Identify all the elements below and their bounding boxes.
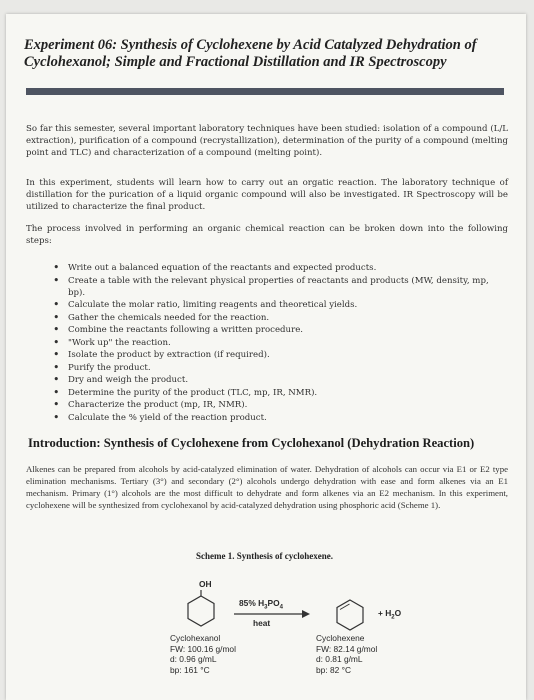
paragraph-process: The process involved in performing an organic chemical reaction can be broken down into the following steps: <box>26 224 508 246</box>
list-item: • Combine the reactants following a written procedure. <box>54 324 504 336</box>
paragraph-techniques: So far this semester, several important laboratory techniques have been studied: isolation of a compound (L/L extraction), purification of a compound (recrystallization), determination of the purity of a compound (melting point and TLC) and characterization of a compound (melting point). <box>26 124 508 158</box>
list-item: • Determine the purity of the product (TLC, mp, IR, NMR). <box>54 387 504 399</box>
document-page <box>6 14 526 700</box>
list-item: • Calculate the molar ratio, limiting reagents and theoretical yields. <box>54 299 504 311</box>
reagent-label: 85% $H_3PO_4$ <box>239 598 283 611</box>
list-item: • Gather the chemicals needed for the reaction. <box>54 312 504 324</box>
cyclohexene-structure <box>328 598 372 634</box>
product-fw: FW: 82.14 g/mol <box>316 643 378 654</box>
steps-list <box>54 262 504 424</box>
product-bp: bp: 82 °C <box>316 664 352 675</box>
list-item: • "Work up" the reaction. <box>54 337 504 349</box>
list-item: • Write out a balanced equation of the reactants and expected products. <box>54 262 504 274</box>
document-title: Experiment 06: Synthesis of Cyclohexene by Acid Catalyzed Dehydration of Cyclohexanol; Simple and Fractional Distillation and IR Spectroscopy <box>24 37 477 70</box>
paragraph-experiment: In this experiment, students will learn how to carry out an orgatic reaction. The laboratory technique of distillation for the purication of a liquid organic compound will also be investigated. IR Spectroscopy will be utilized to characterize the final product. <box>26 178 508 212</box>
scheme-caption: Scheme 1. Synthesis of cyclohexene. <box>196 551 333 561</box>
list-item: • Isolate the product by extraction (if required). <box>54 349 504 361</box>
cyclohexanol-structure <box>176 590 226 634</box>
product-name: Cyclohexene <box>316 633 365 643</box>
list-item: • Dry and weigh the product. <box>54 374 504 386</box>
product-density: d: 0.81 g/mL <box>316 654 363 664</box>
reactant-properties <box>170 633 236 675</box>
water-byproduct-label: + $H_2O$ <box>378 608 402 621</box>
reactant-density: d: 0.96 g/mL <box>170 654 217 664</box>
reactant-bp: bp: 161 °C <box>170 664 210 675</box>
list-item: • Calculate the % yield of the reaction product. <box>54 412 504 424</box>
reactant-name: Cyclohexanol <box>170 633 221 643</box>
list-item: • Characterize the product (mp, IR, NMR). <box>54 399 504 411</box>
hydroxyl-label: OH <box>199 579 212 589</box>
reactant-fw: FW: 100.16 g/mol <box>170 643 236 654</box>
list-item: • Create a table with the relevant physical properties of reactants and products (MW, density, mp, bp). <box>54 275 504 299</box>
introduction-paragraph: Alkenes can be prepared from alcohols by acid-catalyzed elimination of water. Dehydration of alcohols can occur via E1 or E2 type elimination mechanisms. Tertiary (3°) and secondary (2°) alcohols undergo dehydration with ease and form alkenes via an E1 mechanism. Primary (1°) alcohols are the most difficult to dehydrate and form alkenes via an E2 mechanism. In this experiment, cyclohexene will be synthesized from cyclohexanol by acid-catalyzed dehydration using phosphoric acid (Scheme 1). <box>26 464 508 510</box>
list-item: • Purify the product. <box>54 362 504 374</box>
product-properties <box>316 633 377 675</box>
title-divider-bar <box>26 88 504 95</box>
reaction-arrow <box>232 608 312 620</box>
condition-label: heat <box>253 618 271 628</box>
introduction-heading: Introduction: Synthesis of Cyclohexene from Cyclohexanol (Dehydration Reaction) <box>28 436 475 450</box>
